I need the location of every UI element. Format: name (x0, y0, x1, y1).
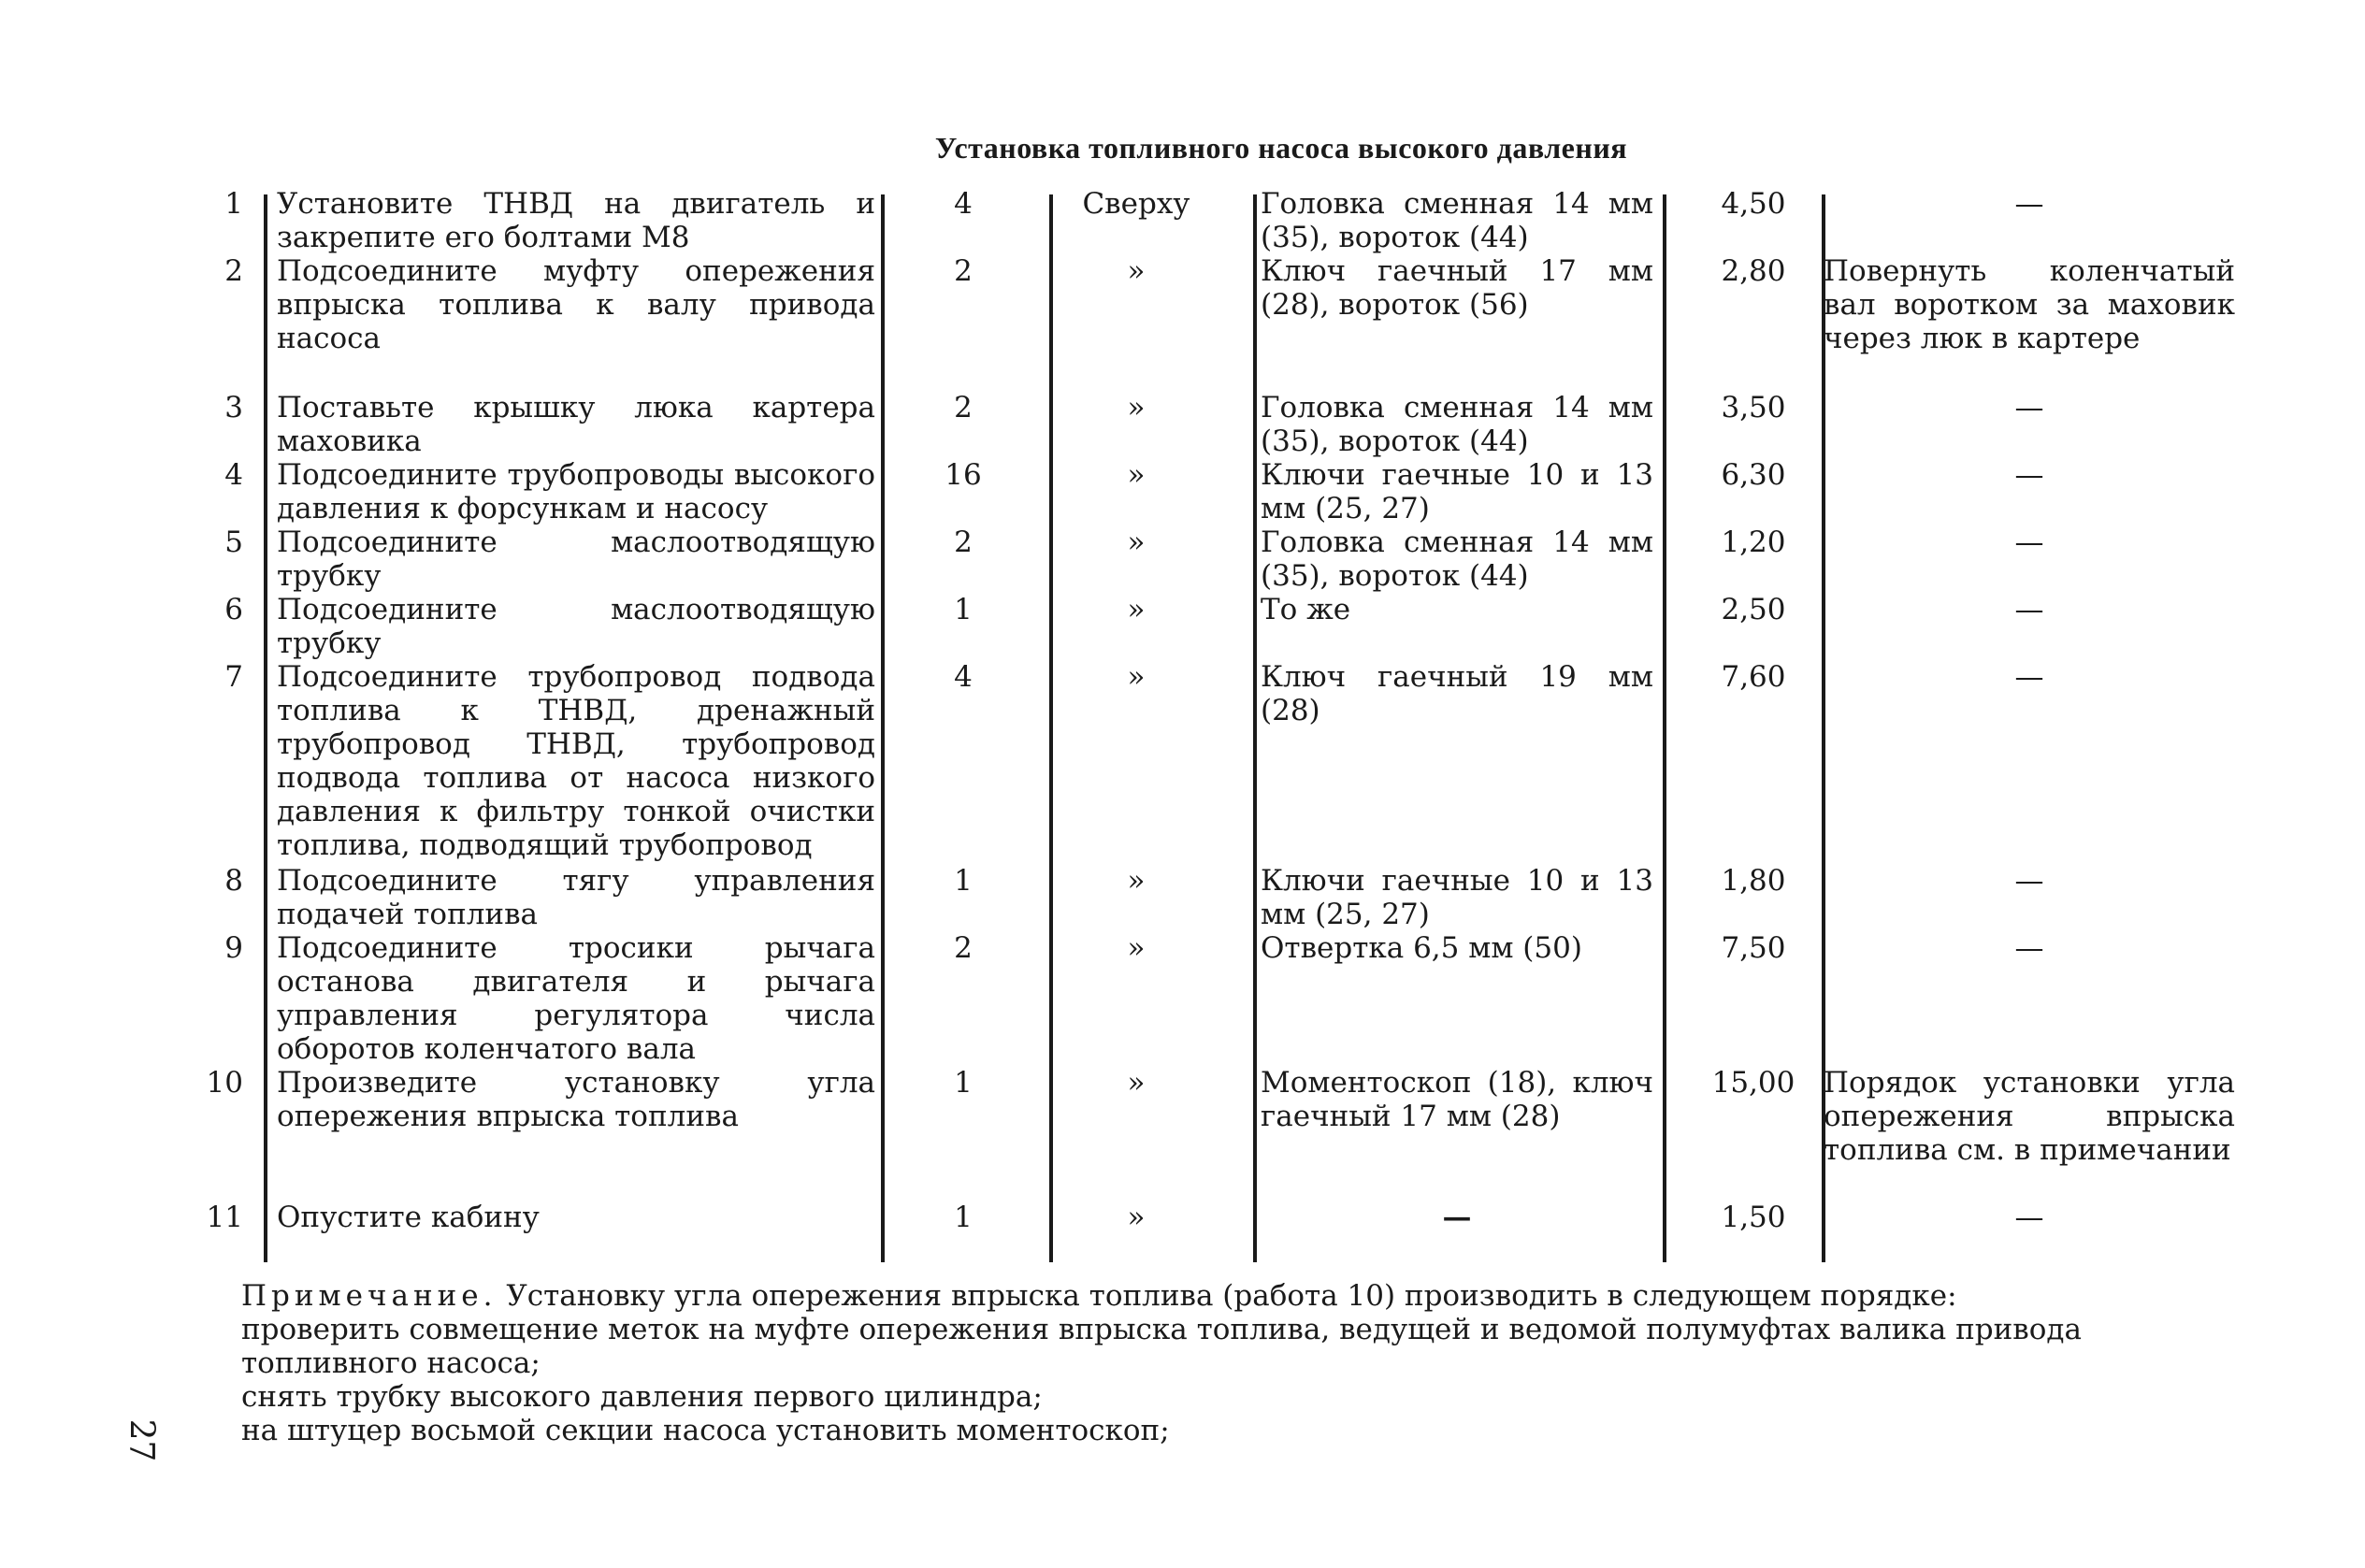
row-tool: Головка сменная 14 мм (35), вороток (44) (1261, 187, 1653, 254)
row-time: 3,50 (1721, 391, 1786, 424)
row-time: 1,80 (1721, 864, 1786, 898)
note-label: Примечание. (241, 1279, 498, 1313)
row-number: 9 (224, 931, 243, 965)
row-quantity: 1 (954, 1066, 973, 1100)
row-position: » (1127, 254, 1146, 288)
note-line: Установку угла опережения впрыска топлива (работа 10) производить в следующем порядке: (506, 1279, 1957, 1313)
row-tool: Головка сменная 14 мм (35), вороток (44) (1261, 525, 1653, 593)
row-position: » (1127, 1066, 1146, 1100)
row-number: 1 (224, 187, 243, 221)
row-operation: Произведите установку угла опережения впрыска топлива (277, 1066, 875, 1133)
row-position: » (1127, 660, 1146, 694)
row-quantity: 2 (954, 391, 973, 424)
row-number: 5 (224, 525, 243, 559)
row-tool: Ключи гаечные 10 и 13 мм (25, 27) (1261, 864, 1653, 931)
row-operation: Опустите кабину (277, 1201, 540, 1234)
row-quantity: 1 (954, 864, 973, 898)
row-number: 10 (206, 1066, 243, 1100)
table-rule (264, 194, 267, 1262)
row-time: 4,50 (1721, 187, 1786, 221)
row-note: — (2014, 864, 2044, 898)
row-number: 7 (224, 660, 243, 694)
row-tool: Ключ гаечный 17 мм (28), вороток (56) (1261, 254, 1653, 322)
row-position: Сверху (1082, 187, 1190, 221)
row-quantity: 1 (954, 593, 973, 626)
note-line: проверить совмещение меток на муфте опережения впрыска топлива, ведущей и ведомой полумуфтах валика привода топливного насоса; (241, 1313, 2082, 1380)
row-number: 8 (224, 864, 243, 898)
row-position: » (1127, 391, 1146, 424)
row-note: Повернуть коленчатый вал воротком за маховик через люк в картере (1824, 254, 2235, 355)
row-number: 11 (206, 1201, 243, 1234)
row-tool: Головка сменная 14 мм (35), вороток (44) (1261, 391, 1653, 458)
row-note: — (2014, 187, 2044, 221)
row-tool: Отвертка 6,5 мм (50) (1261, 931, 1582, 965)
row-time: 2,80 (1721, 254, 1786, 288)
note-line: снять трубку высокого давления первого цилиндра; (241, 1380, 1043, 1414)
row-time: 15,00 (1711, 1066, 1795, 1100)
row-operation: Подсоедините тягу управления подачей топлива (277, 864, 875, 931)
row-tool: Моментоскоп (18), ключ гаечный 17 мм (28) (1261, 1066, 1653, 1133)
row-time: 7,50 (1721, 931, 1786, 965)
row-quantity: 4 (954, 187, 973, 221)
row-operation: Подсоедините маслоотводящую трубку (277, 593, 875, 660)
row-position: » (1127, 1201, 1146, 1234)
row-note: — (2014, 458, 2044, 492)
row-position: » (1127, 864, 1146, 898)
row-time: 6,30 (1721, 458, 1786, 492)
row-tool: Ключ гаечный 19 мм (28) (1261, 660, 1653, 727)
row-quantity: 2 (954, 931, 973, 965)
row-operation: Подсоедините муфту опережения впрыска топлива к валу привода насоса (277, 254, 875, 355)
table-rule (1253, 194, 1257, 1262)
table-rule (881, 194, 885, 1262)
row-time: 1,20 (1721, 525, 1786, 559)
table-rule (1049, 194, 1053, 1262)
row-operation: Подсоедините маслоотводящую трубку (277, 525, 875, 593)
row-position: » (1127, 525, 1146, 559)
row-quantity: 2 (954, 525, 973, 559)
row-number: 3 (224, 391, 243, 424)
row-tool: — (1442, 1201, 1472, 1234)
row-operation: Подсоедините тросики рычага останова двигателя и рычага управления регулятора числа оборотов коленчатого вала (277, 931, 875, 1066)
row-operation: Подсоедините трубопровод подвода топлива к ТНВД, дренажный трубопровод ТНВД, трубопровод подвода топлива от насоса низкого давления к фильтру тонкой очистки топлива, подводящий трубопровод (277, 660, 875, 862)
row-quantity: 2 (954, 254, 973, 288)
row-note: — (2014, 391, 2044, 424)
footnotes (241, 1279, 2186, 1447)
row-position: » (1127, 458, 1146, 492)
row-time: 2,50 (1721, 593, 1786, 626)
page-title: Установка топливного насоса высокого давления (934, 131, 1628, 165)
row-position: » (1127, 931, 1146, 965)
row-note: — (2014, 593, 2044, 626)
note-line: на штуцер восьмой секции насоса установить моментоскоп; (241, 1414, 1170, 1447)
row-number: 4 (224, 458, 243, 492)
row-time: 7,60 (1721, 660, 1786, 694)
row-position: » (1127, 593, 1146, 626)
row-tool: Ключи гаечные 10 и 13 мм (25, 27) (1261, 458, 1653, 525)
row-quantity: 4 (954, 660, 973, 694)
page-number: 27 (122, 1418, 161, 1462)
row-operation: Установите ТНВД на двигатель и закрепите его болтами М8 (277, 187, 875, 254)
row-number: 2 (224, 254, 243, 288)
row-operation: Поставьте крышку люка картера маховика (277, 391, 875, 458)
row-quantity: 1 (954, 1201, 973, 1234)
row-note: — (2014, 931, 2044, 965)
row-note: — (2014, 1201, 2044, 1234)
table-rule (1663, 194, 1666, 1262)
row-operation: Подсоедините трубопроводы высокого давления к форсункам и насосу (277, 458, 875, 525)
row-tool: То же (1261, 593, 1351, 626)
row-number: 6 (224, 593, 243, 626)
row-note: — (2014, 525, 2044, 559)
row-time: 1,50 (1721, 1201, 1786, 1234)
row-quantity: 16 (945, 458, 982, 492)
row-note: Порядок установки угла опережения впрыска топлива см. в примечании (1824, 1066, 2235, 1167)
row-note: — (2014, 660, 2044, 694)
